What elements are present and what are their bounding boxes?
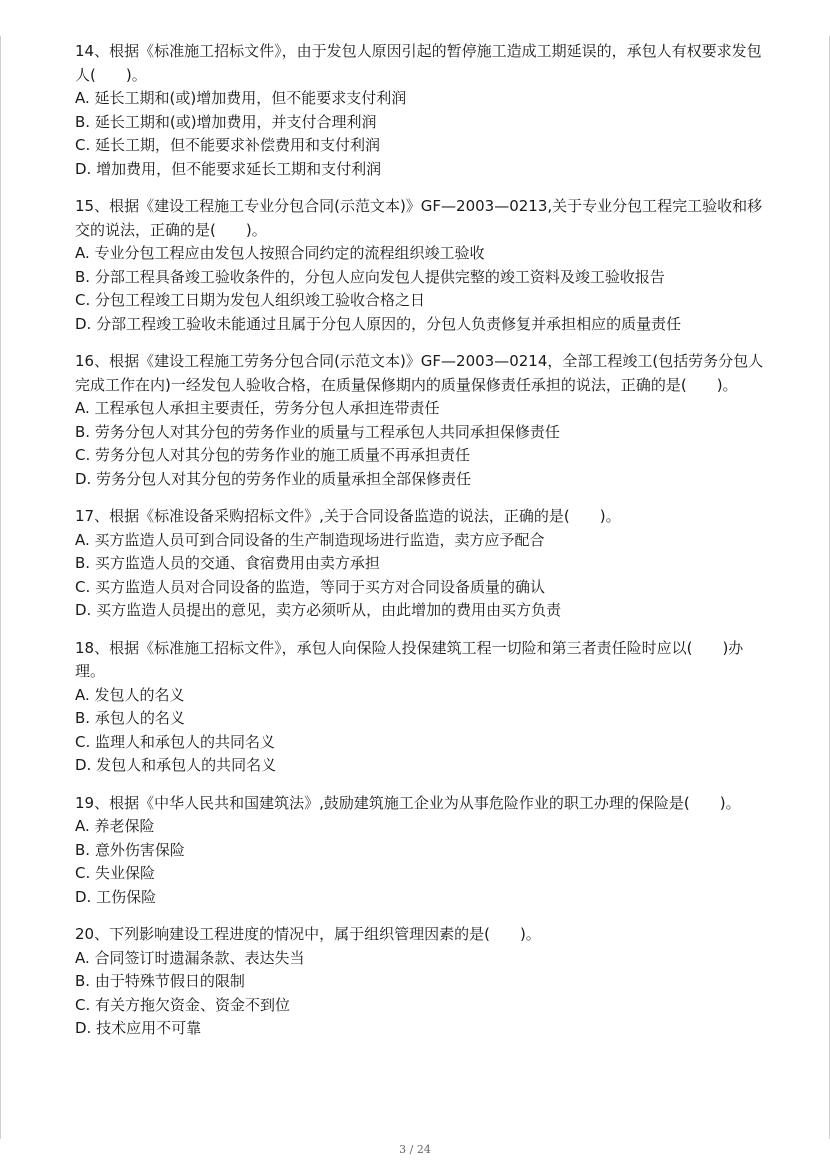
option-c: [75, 134, 765, 158]
option-d: [75, 886, 765, 910]
option-c: [75, 862, 765, 886]
option-a: [75, 947, 765, 971]
option-letter: C.: [75, 291, 91, 309]
question-stem: 18、根据《标准施工招标文件》，承包人向保险人投保建筑工程一切险和第三者责任险时应以( )办理。: [75, 638, 744, 680]
option-letter: D.: [75, 887, 92, 906]
option-letter: D.: [75, 159, 92, 178]
option-a: [75, 815, 765, 839]
option-d: [75, 158, 765, 182]
question-stem: 16、根据《建设工程施工劳务分包合同(示范文本)》GF—2003—0214，全部工程竣工(包括劳务分包人完成工作在内)一经发包人验收合格，在质量保修期内的质量保修责任承担的说法，正确的是( )。: [75, 352, 764, 394]
option-a: [75, 242, 765, 266]
option-a: [75, 684, 765, 708]
option-letter: D.: [75, 601, 92, 619]
option-letter: C.: [75, 864, 91, 882]
option-text: 工程承包人承担主要责任，劳务分包人承担连带责任: [94, 399, 440, 417]
option-letter: A.: [75, 685, 90, 704]
question-16: [75, 350, 765, 491]
option-b: [75, 421, 765, 445]
question-18: [75, 637, 765, 778]
option-letter: B.: [75, 554, 91, 572]
question-17: [75, 505, 765, 623]
option-text: 合同签订时遗漏条款、表达失当: [94, 948, 305, 967]
option-letter: D.: [75, 314, 92, 333]
option-letter: A.: [75, 530, 90, 549]
option-d: [75, 1017, 765, 1041]
option-letter: D.: [75, 1019, 92, 1037]
question-20: [75, 923, 765, 1041]
option-text: 买方监造人员可到合同设备的生产制造现场进行监造，卖方应予配合: [94, 530, 545, 549]
option-text: 由于特殊节假日的限制: [94, 972, 245, 990]
option-text: 劳务分包人对其分包的劳务作业的质量承担全部保修责任: [96, 469, 472, 488]
page-left-border: [0, 36, 1, 1139]
option-text: 意外伤害保险: [94, 840, 185, 859]
option-letter: A.: [75, 948, 90, 967]
page-number: 3 / 24: [399, 1143, 431, 1156]
option-b: [75, 266, 765, 290]
option-b: [75, 552, 765, 576]
option-letter: C.: [75, 136, 91, 154]
option-text: 技术应用不可靠: [96, 1019, 202, 1037]
option-letter: A.: [75, 89, 90, 107]
option-text: 分部工程竣工验收未能通过且属于分包人原因的，分包人负责修复并承担相应的质量责任: [96, 314, 682, 333]
option-text: 劳务分包人对其分包的劳务作业的施工质量不再承担责任: [95, 446, 471, 464]
option-text: 买方监造人员的交通、食宿费用由卖方承担: [94, 554, 380, 572]
option-text: 延长工期和(或)增加费用，并支付合理利润: [94, 112, 377, 131]
question-stem: 19、根据《中华人民共和国建筑法》,鼓励建筑施工企业为从事危险作业的职工办理的保险是( )。: [75, 793, 741, 812]
option-text: 有关方拖欠资金、资金不到位: [95, 995, 291, 1014]
option-text: 工伤保险: [96, 887, 157, 906]
option-text: 分包工程竣工日期为发包人组织竣工验收合格之日: [95, 291, 426, 309]
option-letter: C.: [75, 446, 91, 464]
option-letter: D.: [75, 469, 92, 488]
question-14: [75, 40, 765, 181]
option-text: 承包人的名义: [94, 709, 185, 727]
option-text: 失业保险: [95, 864, 156, 882]
option-text: 专业分包工程应由发包人按照合同约定的流程组织竣工验收: [94, 244, 485, 262]
option-c: [75, 994, 765, 1018]
option-letter: B.: [75, 840, 91, 859]
option-c: [75, 731, 765, 755]
option-letter: A.: [75, 817, 90, 835]
option-letter: B.: [75, 422, 91, 441]
option-b: [75, 111, 765, 135]
option-d: [75, 599, 765, 623]
option-letter: B.: [75, 267, 91, 286]
option-text: 养老保险: [94, 817, 155, 835]
option-c: [75, 289, 765, 313]
question-stem: 20、下列影响建设工程进度的情况中，属于组织管理因素的是( )。: [75, 925, 541, 943]
question-stem: 14、根据《标准施工招标文件》，由于发包人原因引起的暂停施工造成工期延误的，承包人有权要求发包人( )。: [75, 42, 762, 84]
option-letter: C.: [75, 995, 91, 1014]
option-a: [75, 87, 765, 111]
option-b: [75, 970, 765, 994]
option-text: 延长工期，但不能要求补偿费用和支付利润: [95, 136, 381, 154]
option-letter: A.: [75, 244, 90, 262]
option-c: [75, 576, 765, 600]
option-a: [75, 529, 765, 553]
option-letter: C.: [75, 732, 91, 751]
option-letter: B.: [75, 972, 91, 990]
option-text: 发包人和承包人的共同名义: [96, 756, 277, 774]
option-text: 分部工程具备竣工验收条件的，分包人应向发包人提供完整的竣工资料及竣工验收报告: [94, 267, 665, 286]
option-text: 监理人和承包人的共同名义: [95, 732, 276, 751]
option-letter: C.: [75, 577, 91, 596]
option-letter: B.: [75, 709, 91, 727]
option-text: 发包人的名义: [94, 685, 185, 704]
option-text: 买方监造人员对合同设备的监造，等同于买方对合同设备质量的确认: [95, 577, 546, 596]
option-text: 买方监造人员提出的意见，卖方必须听从，由此增加的费用由买方负责: [96, 601, 562, 619]
option-text: 增加费用，但不能要求延长工期和支付利润: [96, 159, 382, 178]
option-text: 劳务分包人对其分包的劳务作业的质量与工程承包人共同承担保修责任: [94, 422, 560, 441]
option-d: [75, 313, 765, 337]
option-text: 延长工期和(或)增加费用，但不能要求支付利润: [94, 89, 407, 107]
question-19: [75, 792, 765, 910]
option-a: [75, 397, 765, 421]
option-letter: A.: [75, 399, 90, 417]
option-b: [75, 839, 765, 863]
question-list: [75, 40, 765, 1055]
question-stem: 15、根据《建设工程施工专业分包合同(示范文本)》GF—2003—0213,关于专业分包工程完工验收和移交的说法，正确的是( )。: [75, 197, 763, 239]
question-15: [75, 195, 765, 336]
option-letter: D.: [75, 756, 92, 774]
option-b: [75, 707, 765, 731]
option-letter: B.: [75, 112, 91, 131]
question-stem: 17、根据《标准设备采购招标文件》,关于合同设备监造的说法，正确的是( )。: [75, 507, 621, 525]
option-c: [75, 444, 765, 468]
option-d: [75, 754, 765, 778]
option-d: [75, 468, 765, 492]
